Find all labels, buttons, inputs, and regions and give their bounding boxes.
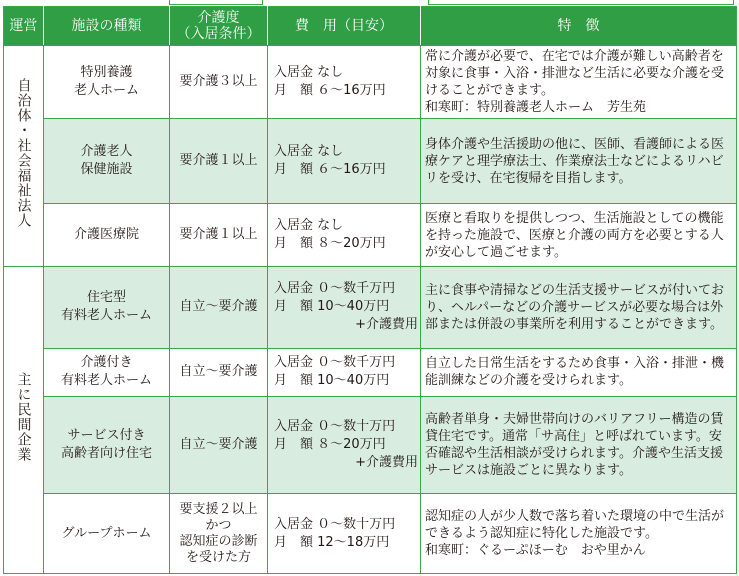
cost-entry-fee: 入居金 ０～数千万円 [274,281,396,297]
table-row [4,494,737,574]
table-row [4,267,737,349]
features-cell: 医療と看取りを提供しつつ、生活施設としての機能を持った施設で、医療と介護の両方を必要とする人が安心して過ごせます。 [421,203,737,266]
facility-type-cell: 特別養護 老人ホーム [44,46,170,119]
cost-entry-fee: 入居金 ０～数千万円 [274,355,396,371]
operator-label: 自治体・社会福祉法人 [15,78,32,229]
cost-plus-care: +介護費用 [355,317,418,333]
features-cell: 身体介護や生活援助の他に、医師、看護師による医療ケアと理学療法士、作業療法士などによるリハビリを受け、在宅復帰を目指します。 [421,119,737,204]
condition-cell: 要介護１以上 [170,203,268,266]
cost-plus-care: +介護費用 [355,455,418,471]
operator-group-private [4,267,44,574]
cost-entry-fee: 入居金 なし [274,65,344,81]
cost-monthly: 月 額 12～18万円 [274,534,390,550]
cost-monthly: 月 額 ６～16万円 [274,83,386,99]
header-operator: 運営 [4,7,44,46]
cost-monthly: 月 額 ６～16万円 [274,162,386,178]
operator-label: 主に民間企業 [15,372,32,463]
condition-cell: 自立～要介護 [170,267,268,349]
facility-type-cell: グループホーム [44,494,170,574]
page-top-edge-left [169,0,263,5]
operator-group-public [4,46,44,267]
facility-type-cell: サービス付き 高齢者向け住宅 [44,396,170,494]
features-cell: 常に介護が必要で、在宅では介護が難しい高齢者を対象に食事・入浴・排泄など生活に必要な介護を受けることができます。 和寒町：特別養護老人ホーム 芳生苑 [421,46,737,119]
cost-cell [268,396,421,494]
features-cell: 自立した日常生活をするため食事・入浴・排泄・機能訓練などの介護を受けられます。 [421,348,737,396]
table-header-row [4,7,737,46]
cost-entry-fee: 入居金 なし [274,144,344,160]
cost-cell [268,119,421,204]
cost-monthly: 月 額 ８～20万円 [274,236,386,252]
cost-cell [268,494,421,574]
page-top-edge-right [428,0,734,5]
cost-monthly: 月 額 10～40万円 [274,373,390,389]
table-row [4,119,737,204]
cost-cell [268,203,421,266]
facility-type-cell: 住宅型 有料老人ホーム [44,267,170,349]
condition-cell: 自立～要介護 [170,348,268,396]
features-cell: 認知症の人が少人数で落ち着いた環境の中で生活ができるよう認知症に特化した施設です。 和寒町：ぐるーぷほーむ おや里かん [421,494,737,574]
table-row [4,203,737,266]
features-cell: 主に食事や清掃などの生活支援サービスが付いており、ヘルパーなどの介護サービスが必要な場合は外部または併設の事業所を利用することができます。 [421,267,737,349]
condition-cell: 要支援２以上 かつ 認知症の診断 を受けた方 [170,494,268,574]
features-cell: 高齢者単身・夫婦世帯向けのバリアフリー構造の賃貸住宅です。通常「サ高住」と呼ばれています。安否確認や生活相談が受けられます。介護や生活支援サービスは施設ごとに異なります。 [421,396,737,494]
header-cost: 費 用（目安） [268,7,421,46]
table-row [4,348,737,396]
table-row [4,46,737,119]
cost-entry-fee: 入居金 なし [274,218,344,234]
cost-monthly: 月 額 ８～20万円 [274,437,386,453]
header-facility-type: 施設の種類 [44,7,170,46]
facility-type-cell: 介護老人 保健施設 [44,119,170,204]
condition-cell: 要介護３以上 [170,46,268,119]
cost-cell [268,267,421,349]
header-care-level: 介護度 （入居条件） [170,7,268,46]
care-facility-table [3,6,737,574]
cost-cell [268,348,421,396]
facility-type-cell: 介護医療院 [44,203,170,266]
cost-entry-fee: 入居金 ０～数十万円 [274,516,396,532]
header-features: 特 徴 [421,7,737,46]
table-row [4,396,737,494]
condition-cell: 要介護１以上 [170,119,268,204]
facility-type-cell: 介護付き 有料老人ホーム [44,348,170,396]
condition-cell: 自立～要介護 [170,396,268,494]
cost-cell [268,46,421,119]
cost-monthly: 月 額 10～40万円 [274,299,390,315]
cost-entry-fee: 入居金 ０～数十万円 [274,419,396,435]
